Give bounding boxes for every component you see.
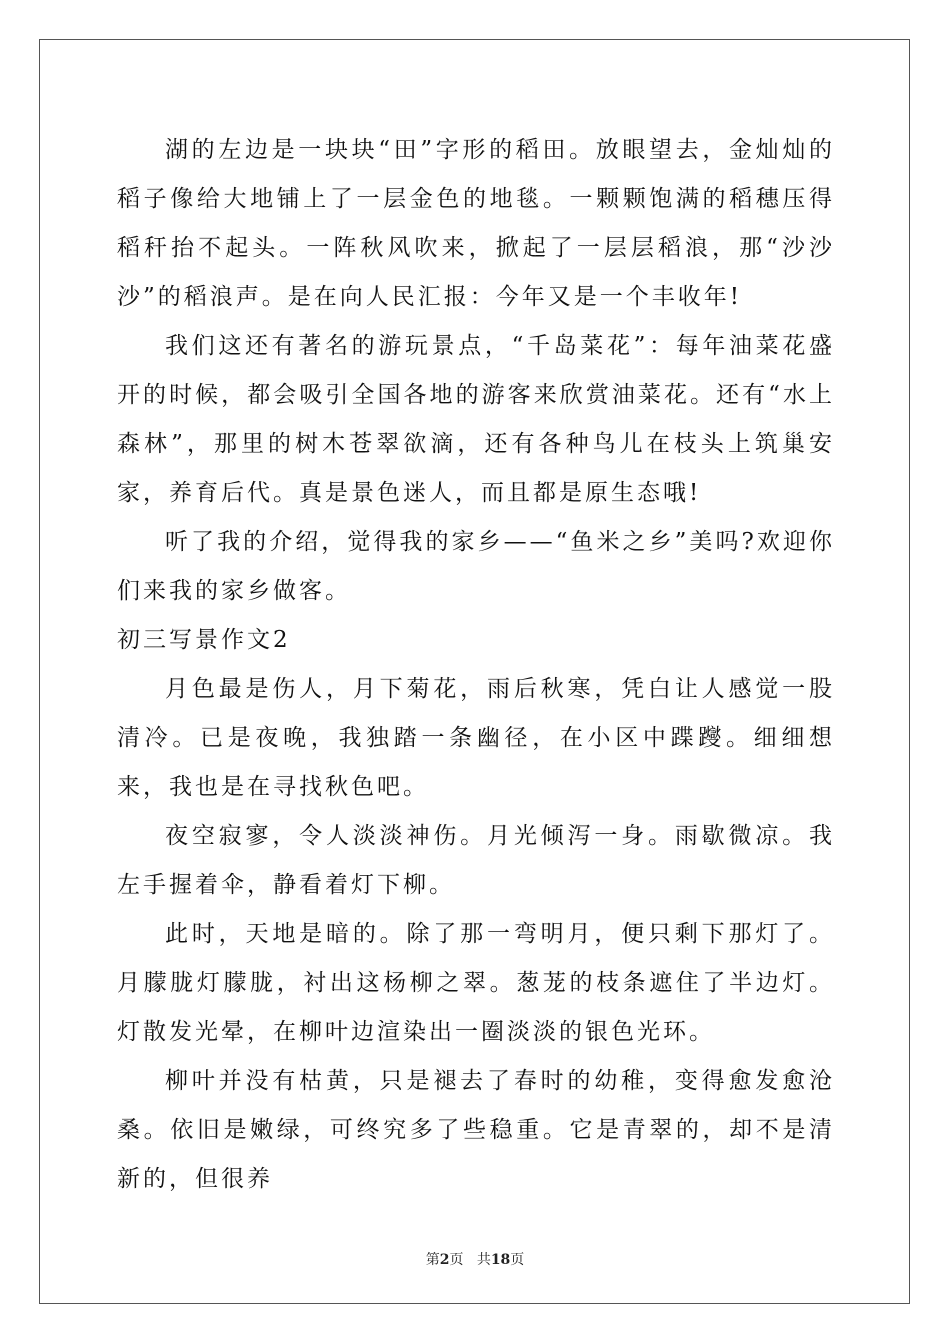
section-paragraph-4: 柳叶并没有枯黄，只是褪去了春时的幼稚，变得愈发愈沧桑。依旧是嫩绿，可终究多了些稳重。它是青翠的，却不是清新的，但很养: [117, 1068, 835, 1192]
paragraph-1: 湖的左边是一块块“田”字形的稻田。放眼望去，金灿灿的稻子像给大地铺上了一层金色的地毯。一颗颗饱满的稻穗压得稻秆抬不起头。一阵秋风吹来，掀起了一层层稻浪，那“沙沙沙”的稻浪声。是在向人民汇报：今年又是一个丰收年!: [117, 137, 835, 310]
section-paragraph-1: 月色最是伤人，月下菊花，雨后秋寒，凭白让人感觉一股清冷。已是夜晚，我独踏一条幽径，在小区中蹀躞。细细想来，我也是在寻找秋色吧。: [117, 676, 835, 800]
section-paragraph-3: 此时，天地是暗的。除了那一弯明月，便只剩下那灯了。月朦胧灯朦胧，衬出这杨柳之翠。葱茏的枝条遮住了半边灯。灯散发光晕，在柳叶边渲染出一圈淡淡的银色光环。: [117, 921, 835, 1045]
footer-total-suffix: 页: [510, 1252, 525, 1268]
footer-page-suffix: 页: [449, 1252, 464, 1268]
page-footer: [0, 1249, 950, 1269]
footer-total-prefix: 共: [476, 1252, 491, 1268]
footer-page-number: 2: [439, 1252, 450, 1268]
footer-page-prefix: 第: [425, 1252, 440, 1268]
paragraph-3: 听了我的介绍，觉得我的家乡——“鱼米之乡”美吗?欢迎你们来我的家乡做客。: [117, 529, 835, 604]
document-body: [117, 126, 835, 1204]
paragraph-2: 我们这还有著名的游玩景点，“千岛菜花”：每年油菜花盛开的时候，都会吸引全国各地的游客来欣赏油菜花。还有“水上森林”，那里的树木苍翠欲滴，还有各种鸟儿在枝头上筑巢安家，养育后代。真是景色迷人，而且都是原生态哦!: [117, 333, 835, 506]
section-paragraph-2: 夜空寂寥，令人淡淡神伤。月光倾泻一身。雨歇微凉。我左手握着伞，静看着灯下柳。: [117, 823, 835, 898]
section-title: 初三写景作文2: [117, 627, 291, 653]
footer-total-pages: 18: [490, 1252, 511, 1268]
